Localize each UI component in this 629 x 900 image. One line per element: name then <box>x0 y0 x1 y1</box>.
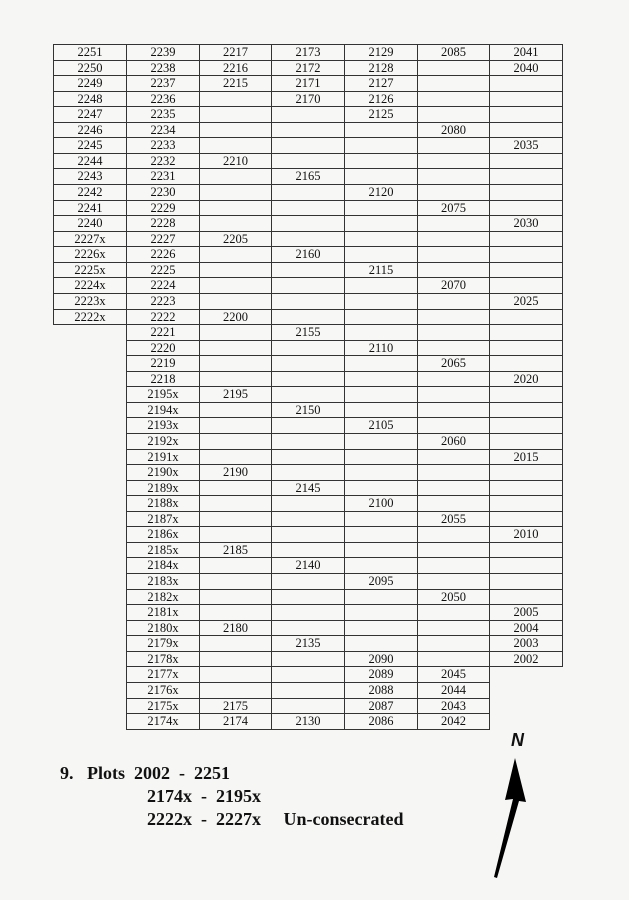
plot-cell <box>199 682 272 699</box>
plot-cell <box>417 635 490 652</box>
plot-cell <box>271 386 345 403</box>
plot-cell <box>417 75 490 92</box>
plot-cell: 2030 <box>489 215 563 232</box>
plot-cell <box>489 464 563 481</box>
plot-cell <box>199 293 272 310</box>
plot-cell: 2085 <box>417 44 490 61</box>
plot-cell: 2180x <box>126 620 200 637</box>
plot-cell: 2245 <box>53 137 127 154</box>
plot-cell: 2175 <box>199 698 272 715</box>
plot-cell <box>417 153 490 170</box>
plot-cell: 2185x <box>126 542 200 559</box>
plot-cell <box>344 137 418 154</box>
plot-cell: 2086 <box>344 713 418 730</box>
plot-cell: 2187x <box>126 511 200 528</box>
plot-cell: 2150 <box>271 402 345 419</box>
plot-cell: 2191x <box>126 449 200 466</box>
plot-cell <box>271 449 345 466</box>
plot-cell: 2095 <box>344 573 418 590</box>
plot-cell: 2195 <box>199 386 272 403</box>
plot-cell: 2241 <box>53 200 127 217</box>
plot-cell <box>344 620 418 637</box>
plot-cell <box>489 542 563 559</box>
plot-cell <box>271 651 345 668</box>
plot-cell <box>199 526 272 543</box>
plot-cell <box>417 340 490 357</box>
plot-cell <box>417 651 490 668</box>
plot-cell: 2251 <box>53 44 127 61</box>
plot-cell <box>344 168 418 185</box>
plot-cell: 2065 <box>417 355 490 372</box>
plot-cell <box>417 604 490 621</box>
plot-cell <box>344 246 418 263</box>
plot-cell <box>417 449 490 466</box>
plot-cell: 2129 <box>344 44 418 61</box>
plot-cell <box>344 355 418 372</box>
plot-cell: 2223x <box>53 293 127 310</box>
plot-cell: 2217 <box>199 44 272 61</box>
plot-cell: 2185 <box>199 542 272 559</box>
plot-cell <box>199 495 272 512</box>
plot-cell: 2193x <box>126 417 200 434</box>
plot-cell: 2239 <box>126 44 200 61</box>
plot-cell <box>199 122 272 139</box>
plot-cell <box>489 91 563 108</box>
plot-cell <box>417 542 490 559</box>
plot-cell: 2090 <box>344 651 418 668</box>
plot-cell <box>271 355 345 372</box>
plot-cell: 2189x <box>126 480 200 497</box>
plot-cell <box>271 589 345 606</box>
plot-cell: 2250 <box>53 60 127 77</box>
plot-cell: 2035 <box>489 137 563 154</box>
plot-cell <box>489 480 563 497</box>
plot-cell: 2248 <box>53 91 127 108</box>
plot-cell <box>344 153 418 170</box>
plot-cell: 2234 <box>126 122 200 139</box>
plot-cell: 2040 <box>489 60 563 77</box>
caption-line-2: 2174x - 2195x <box>147 786 261 806</box>
plot-cell <box>417 309 490 326</box>
plot-cell: 2165 <box>271 168 345 185</box>
plot-cell <box>489 277 563 294</box>
plot-cell <box>271 682 345 699</box>
plot-cell: 2135 <box>271 635 345 652</box>
plot-cell: 2220 <box>126 340 200 357</box>
plot-cell <box>344 635 418 652</box>
plot-cell: 2130 <box>271 713 345 730</box>
plot-cell <box>199 433 272 450</box>
plot-cell: 2238 <box>126 60 200 77</box>
plot-cell <box>199 324 272 341</box>
plot-cell <box>344 293 418 310</box>
plot-cell <box>344 122 418 139</box>
plot-cell <box>271 122 345 139</box>
plot-cell: 2229 <box>126 200 200 217</box>
plot-cell <box>417 371 490 388</box>
plot-cell <box>344 480 418 497</box>
plot-cell <box>417 184 490 201</box>
plot-cell <box>271 137 345 154</box>
plot-cell <box>199 402 272 419</box>
plot-cell <box>417 464 490 481</box>
plot-cell <box>417 526 490 543</box>
north-arrow-icon <box>480 755 540 880</box>
plot-cell <box>489 557 563 574</box>
plot-cell: 2190x <box>126 464 200 481</box>
plot-cell: 2222x <box>53 309 127 326</box>
plot-cell: 2195x <box>126 386 200 403</box>
plot-cell: 2184x <box>126 557 200 574</box>
plot-cell: 2183x <box>126 573 200 590</box>
plot-cell <box>489 246 563 263</box>
plot-cell: 2249 <box>53 75 127 92</box>
plot-cell <box>489 589 563 606</box>
plot-cell <box>271 573 345 590</box>
plot-cell: 2225x <box>53 262 127 279</box>
plot-cell: 2176x <box>126 682 200 699</box>
plot-cell: 2233 <box>126 137 200 154</box>
plot-cell: 2126 <box>344 91 418 108</box>
caption-line-3: 2222x - 2227x Un-consecrated <box>147 809 404 829</box>
plot-cell: 2025 <box>489 293 563 310</box>
plot-cell: 2045 <box>417 666 490 683</box>
plot-cell: 2236 <box>126 91 200 108</box>
plot-cell <box>271 433 345 450</box>
plot-cell <box>417 402 490 419</box>
plot-cell <box>199 106 272 123</box>
plot-cell <box>489 75 563 92</box>
plot-cell <box>417 60 490 77</box>
plot-cell: 2224 <box>126 277 200 294</box>
plot-cell: 2246 <box>53 122 127 139</box>
caption-line-1: 9. Plots 2002 - 2251 <box>60 763 230 783</box>
plot-cell <box>199 635 272 652</box>
plot-cell <box>489 386 563 403</box>
plot-cell: 2182x <box>126 589 200 606</box>
plot-cell <box>271 184 345 201</box>
plot-cell: 2221 <box>126 324 200 341</box>
plot-cell: 2177x <box>126 666 200 683</box>
plot-cell <box>489 231 563 248</box>
plot-cell <box>199 651 272 668</box>
plot-cell: 2188x <box>126 495 200 512</box>
plot-cell: 2235 <box>126 106 200 123</box>
plot-cell: 2003 <box>489 635 563 652</box>
plot-cell: 2060 <box>417 433 490 450</box>
plot-cell <box>489 153 563 170</box>
plot-cell <box>489 511 563 528</box>
plot-cell: 2230 <box>126 184 200 201</box>
plot-cell: 2010 <box>489 526 563 543</box>
plot-cell: 2174x <box>126 713 200 730</box>
plot-cell: 2125 <box>344 106 418 123</box>
plot-cell <box>344 433 418 450</box>
plot-cell <box>271 542 345 559</box>
plot-cell <box>271 604 345 621</box>
plot-cell: 2237 <box>126 75 200 92</box>
plot-cell: 2219 <box>126 355 200 372</box>
plot-cell <box>344 371 418 388</box>
plot-cell <box>271 526 345 543</box>
plot-cell <box>271 340 345 357</box>
plot-cell: 2172 <box>271 60 345 77</box>
plot-cell <box>417 91 490 108</box>
plot-cell: 2224x <box>53 277 127 294</box>
plot-cell <box>417 168 490 185</box>
plot-cell: 2223 <box>126 293 200 310</box>
plot-cell: 2192x <box>126 433 200 450</box>
plot-cell <box>344 402 418 419</box>
plot-cell: 2110 <box>344 340 418 357</box>
plot-cell: 2180 <box>199 620 272 637</box>
plot-cell <box>271 277 345 294</box>
plot-cell <box>417 293 490 310</box>
plot-cell <box>199 262 272 279</box>
plot-cell <box>199 666 272 683</box>
plot-cell: 2226x <box>53 246 127 263</box>
plot-cell <box>271 495 345 512</box>
plot-cell <box>417 137 490 154</box>
plot-cell: 2087 <box>344 698 418 715</box>
plot-cell <box>344 526 418 543</box>
plot-cell <box>271 153 345 170</box>
plot-cell: 2120 <box>344 184 418 201</box>
plot-cell <box>417 215 490 232</box>
plot-cell <box>417 573 490 590</box>
plot-cell <box>271 200 345 217</box>
plot-cell: 2175x <box>126 698 200 715</box>
plot-cell: 2231 <box>126 168 200 185</box>
plot-cell <box>417 231 490 248</box>
plot-cell <box>199 371 272 388</box>
plot-cell: 2041 <box>489 44 563 61</box>
plot-cell <box>344 511 418 528</box>
plot-cell: 2105 <box>344 417 418 434</box>
plot-cell: 2127 <box>344 75 418 92</box>
plot-cell: 2174 <box>199 713 272 730</box>
plot-cell: 2178x <box>126 651 200 668</box>
plot-cell: 2222 <box>126 309 200 326</box>
plot-cell: 2200 <box>199 309 272 326</box>
plot-cell: 2186x <box>126 526 200 543</box>
plot-cell: 2100 <box>344 495 418 512</box>
plot-cell <box>489 433 563 450</box>
plot-cell <box>489 573 563 590</box>
plot-cell <box>199 417 272 434</box>
plot-cell <box>417 262 490 279</box>
plot-cell: 2244 <box>53 153 127 170</box>
plot-cell: 2020 <box>489 371 563 388</box>
plot-cell <box>489 262 563 279</box>
plot-cell <box>344 200 418 217</box>
plot-cell <box>271 464 345 481</box>
plot-cell <box>199 589 272 606</box>
plot-cell: 2042 <box>417 713 490 730</box>
plot-cell: 2055 <box>417 511 490 528</box>
plot-cell <box>344 557 418 574</box>
plot-cell <box>344 309 418 326</box>
plot-cell: 2218 <box>126 371 200 388</box>
plot-cell <box>417 324 490 341</box>
plot-cell: 2015 <box>489 449 563 466</box>
plot-cell: 2173 <box>271 44 345 61</box>
plot-cell <box>271 293 345 310</box>
plot-cell <box>199 355 272 372</box>
plot-cell <box>417 480 490 497</box>
plot-cell: 2170 <box>271 91 345 108</box>
plot-cell <box>489 417 563 434</box>
plot-cell: 2043 <box>417 698 490 715</box>
plot-cell <box>417 495 490 512</box>
plot-cell: 2190 <box>199 464 272 481</box>
plot-cell <box>199 449 272 466</box>
plot-cell: 2171 <box>271 75 345 92</box>
plot-cell <box>417 620 490 637</box>
plot-cell: 2140 <box>271 557 345 574</box>
plot-cell <box>489 122 563 139</box>
plot-cell <box>344 386 418 403</box>
plot-cell <box>489 184 563 201</box>
plot-cell: 2044 <box>417 682 490 699</box>
plot-cell: 2002 <box>489 651 563 668</box>
plot-cell: 2210 <box>199 153 272 170</box>
plot-cell <box>344 449 418 466</box>
plot-cell <box>199 91 272 108</box>
plot-cell <box>344 215 418 232</box>
plot-cell <box>417 106 490 123</box>
plot-cell <box>489 324 563 341</box>
plot-cell: 2155 <box>271 324 345 341</box>
plot-cell <box>199 604 272 621</box>
plot-cell: 2247 <box>53 106 127 123</box>
plot-cell <box>271 620 345 637</box>
plot-cell: 2227 <box>126 231 200 248</box>
plot-cell <box>199 215 272 232</box>
plot-cell: 2228 <box>126 215 200 232</box>
plot-cell: 2215 <box>199 75 272 92</box>
plot-cell <box>199 573 272 590</box>
plot-cell: 2128 <box>344 60 418 77</box>
plot-cell <box>489 309 563 326</box>
plot-cell: 2240 <box>53 215 127 232</box>
plot-cell <box>199 480 272 497</box>
plot-cell <box>271 262 345 279</box>
plot-cell: 2160 <box>271 246 345 263</box>
plot-cell: 2181x <box>126 604 200 621</box>
plot-cell: 2243 <box>53 168 127 185</box>
plot-cell: 2070 <box>417 277 490 294</box>
plot-cell: 2227x <box>53 231 127 248</box>
plot-cell: 2216 <box>199 60 272 77</box>
plot-cell: 2242 <box>53 184 127 201</box>
plot-cell <box>344 324 418 341</box>
plot-cell: 2115 <box>344 262 418 279</box>
plot-cell: 2088 <box>344 682 418 699</box>
plot-cell <box>489 200 563 217</box>
plot-cell: 2004 <box>489 620 563 637</box>
plot-cell <box>271 371 345 388</box>
plot-cell <box>271 106 345 123</box>
plot-cell <box>271 309 345 326</box>
plot-cell <box>199 277 272 294</box>
plot-cell <box>417 417 490 434</box>
plot-cell <box>489 340 563 357</box>
plot-cell <box>344 589 418 606</box>
plot-cell <box>489 495 563 512</box>
plot-cell <box>199 168 272 185</box>
plot-cell: 2080 <box>417 122 490 139</box>
plot-cell <box>271 231 345 248</box>
plot-cell <box>344 604 418 621</box>
plot-cell <box>344 231 418 248</box>
plot-cell: 2194x <box>126 402 200 419</box>
plot-cell <box>271 417 345 434</box>
plot-cell <box>199 200 272 217</box>
plot-cell: 2050 <box>417 589 490 606</box>
plot-cell: 2225 <box>126 262 200 279</box>
north-label: N <box>511 730 524 750</box>
plot-cell <box>344 277 418 294</box>
plot-cell <box>417 557 490 574</box>
plot-cell: 2145 <box>271 480 345 497</box>
plot-cell: 2089 <box>344 666 418 683</box>
plot-cell <box>199 340 272 357</box>
plot-cell <box>489 168 563 185</box>
plot-cell <box>199 246 272 263</box>
plot-cell: 2232 <box>126 153 200 170</box>
plot-cell <box>199 184 272 201</box>
plot-cell <box>344 464 418 481</box>
plot-cell <box>271 511 345 528</box>
plot-cell <box>489 402 563 419</box>
plot-cell: 2075 <box>417 200 490 217</box>
plot-cell <box>489 106 563 123</box>
plot-cell <box>271 215 345 232</box>
plot-cell <box>417 386 490 403</box>
plot-cell <box>489 355 563 372</box>
plot-cell <box>199 137 272 154</box>
plot-cell <box>199 557 272 574</box>
plot-cell <box>417 246 490 263</box>
plot-cell <box>271 666 345 683</box>
plot-cell <box>199 511 272 528</box>
plot-cell <box>271 698 345 715</box>
plot-cell: 2179x <box>126 635 200 652</box>
plot-cell <box>344 542 418 559</box>
plot-cell: 2226 <box>126 246 200 263</box>
plot-cell: 2205 <box>199 231 272 248</box>
plot-cell: 2005 <box>489 604 563 621</box>
